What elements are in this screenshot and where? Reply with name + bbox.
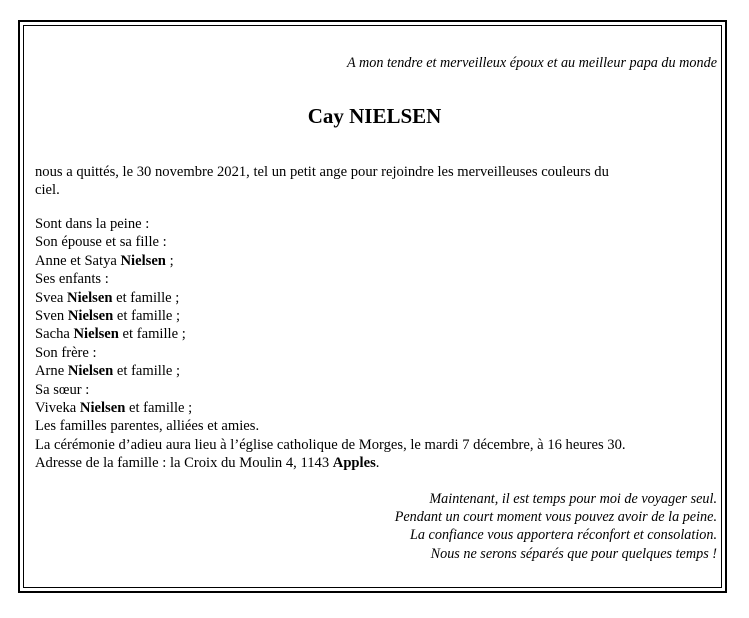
child-entry: Svea Nielsen et famille ; [35,289,180,306]
brother-label: Son frère : [35,344,97,361]
poem-line: Nous ne serons séparés que pour quelques temps ! [430,545,717,562]
families-line: Les familles parentes, alliées et amies. [35,418,260,435]
mourners-list [35,215,725,473]
brother-entry: Arne Nielsen et famille ; [35,363,181,380]
poem-line: La confiance vous apportera réconfort et consolation. [410,527,717,544]
child-entry: Sven Nielsen et famille ; [35,308,181,325]
address-line: Adresse de la famille : la Croix du Moulin 4, 1143 Apples. [35,455,380,472]
poem-line: Pendant un court moment vous pouvez avoir de la peine. [394,509,717,526]
mourners-heading: Sont dans la peine : [35,216,150,232]
sister-label: Sa sœur : [35,381,90,398]
spouse-label: Son épouse et sa fille : [35,234,167,251]
child-entry: Sacha Nielsen et famille ; [35,326,186,343]
dedication: A mon tendre et merveilleux époux et au meilleur papa du monde [347,55,717,71]
closing-poem [395,490,717,563]
ceremony-line: La cérémonie d’adieu aura lieu à l’église catholique de Morges, le mardi 7 décembre, à 16 heures 30. [35,436,626,453]
spouse-entry: Anne et Satya Nielsen ; [35,252,174,269]
children-label: Ses enfants : [35,271,109,288]
poem-line: Maintenant, il est temps pour moi de voyager seul. [429,491,717,507]
deceased-name: Cay NIELSEN [307,104,442,128]
sister-entry: Viveka Nielsen et famille ; [35,400,193,417]
intro-text: nous a quittés, le 30 novembre 2021, tel un petit ange pour rejoindre les merveilleuses couleurs du ciel. [35,164,609,198]
